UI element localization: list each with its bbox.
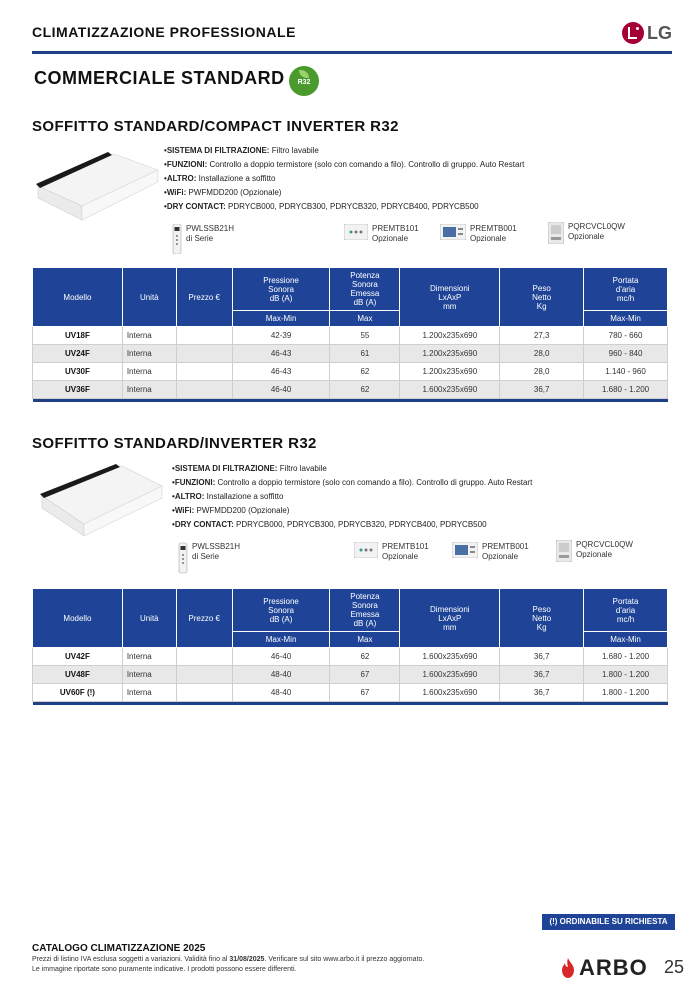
th-sub-potenza: Max	[330, 311, 400, 327]
th-sub-pressione: Max-Min	[232, 632, 330, 648]
th-portata: Portata d'aria mc/h	[584, 589, 668, 632]
th-modello: Modello	[33, 268, 123, 327]
th-pressione: Pressione Sonora dB (A)	[232, 268, 330, 311]
accessory-wired-remote-2: PREMTB001 Opzionale	[452, 542, 529, 562]
page-header	[32, 22, 672, 52]
accessory-remote-ir: PWLSSB21H di Serie	[172, 224, 234, 254]
touch-remote-icon	[548, 222, 564, 244]
r32-badge-label: R32	[297, 79, 311, 86]
wired-remote-icon	[344, 224, 368, 240]
spec-item: • FUNZIONI: Controllo a doppio termistore (solo con comando a filo). Controllo di gruppo. Auto Restart	[164, 158, 584, 172]
spec-item: • SISTEMA DI FILTRAZIONE: Filtro lavabile	[172, 462, 592, 476]
th-potenza: Potenza Sonora Emessa dB (A)	[330, 589, 400, 632]
accessory-wired-remote-1: PREMTB101 Opzionale	[344, 224, 419, 244]
spec-item: • WiFi: PWFMDD200 (Opzionale)	[172, 504, 592, 518]
wired-remote-display-icon	[452, 542, 478, 558]
header-rule	[32, 51, 672, 54]
on-request-badge: (!) ORDINABILE SU RICHIESTA	[542, 914, 675, 930]
spec-item: • ALTRO: Installazione a soffitto	[172, 490, 592, 504]
th-dimensioni: Dimensioni LxAxP mm	[400, 268, 500, 327]
th-dimensioni: Dimensioni LxAxP mm	[400, 589, 500, 648]
table-row: UV30F Interna 46-43 62 1.200x235x690 28,0 1.140 - 960	[33, 363, 668, 381]
th-sub-portata: Max-Min	[584, 311, 668, 327]
lg-logo	[622, 22, 672, 44]
page-number: 25	[664, 957, 685, 977]
th-prezzo: Prezzo €	[176, 589, 232, 648]
th-pressione: Pressione Sonora dB (A)	[232, 589, 330, 632]
accessory-remote-ir: PWLSSB21H di Serie	[178, 542, 240, 574]
th-potenza: Potenza Sonora Emessa dB (A)	[330, 268, 400, 311]
th-peso: Peso Netto Kg	[500, 268, 584, 327]
main-title: COMMERCIALE STANDARD	[34, 68, 285, 88]
accessory-wired-remote-3: PQRCVCL0QW Opzionale	[556, 540, 633, 562]
lg-logo-text: LG	[647, 22, 672, 43]
th-portata: Portata d'aria mc/h	[584, 268, 668, 311]
wired-remote-display-icon	[440, 224, 466, 240]
spec-table-compact	[32, 267, 668, 402]
ceiling-unit-image	[30, 148, 162, 228]
spec-item: • FUNZIONI: Controllo a doppio termistore (solo con comando a filo). Controllo di gruppo. Auto Restart	[172, 476, 592, 490]
table-row: UV60F (!) Interna 48-40 67 1.600x235x690 36,7 1.800 - 1.200	[33, 684, 668, 702]
footer-note-images: Le immagine riportate sono puramente indicative. I prodotti possono essere differenti.	[32, 966, 297, 973]
leaf-icon	[299, 70, 309, 78]
th-modello: Modello	[33, 589, 123, 648]
th-sub-pressione: Max-Min	[232, 311, 330, 327]
lg-logo-icon	[622, 22, 644, 44]
accessory-wired-remote-2: PREMTB001 Opzionale	[440, 224, 517, 244]
arbo-logo	[560, 955, 648, 981]
table-row: UV48F Interna 48-40 67 1.600x235x690 36,7 1.800 - 1.200	[33, 666, 668, 684]
accessory-wired-remote-3: PQRCVCL0QW Opzionale	[548, 222, 625, 244]
spec-item: • DRY CONTACT: PDRYCB000, PDRYCB300, PDRYCB320, PDRYCB400, PDRYCB500	[164, 200, 584, 214]
table-row: UV36F Interna 46-40 62 1.600x235x690 36,7 1.680 - 1.200	[33, 381, 668, 399]
header-title: CLIMATIZZAZIONE PROFESSIONALE	[32, 24, 296, 40]
table-end-rule	[33, 702, 668, 705]
arbo-logo-text: ARBO	[579, 955, 648, 980]
section-title-compact: SOFFITTO STANDARD/COMPACT INVERTER R32	[32, 118, 399, 135]
spec-item: • SISTEMA DI FILTRAZIONE: Filtro lavabile	[164, 144, 584, 158]
spec-item: • DRY CONTACT: PDRYCB000, PDRYCB300, PDRYCB320, PDRYCB400, PDRYCB500	[172, 518, 592, 532]
spec-item: • WiFi: PWFMDD200 (Opzionale)	[164, 186, 584, 200]
spec-list-compact	[164, 144, 584, 214]
table-row: UV42F Interna 46-40 62 1.600x235x690 36,7 1.680 - 1.200	[33, 648, 668, 666]
ir-remote-icon	[178, 542, 188, 574]
flame-icon	[560, 958, 576, 978]
ir-remote-icon	[172, 224, 182, 254]
touch-remote-icon	[556, 540, 572, 562]
th-sub-potenza: Max	[330, 632, 400, 648]
ceiling-unit-image-2	[34, 462, 166, 542]
th-unita: Unità	[122, 589, 176, 648]
table-end-rule	[33, 399, 668, 402]
table-row: UV18F Interna 42-39 55 1.200x235x690 27,3 780 - 660	[33, 327, 668, 345]
th-peso: Peso Netto Kg	[500, 589, 584, 648]
th-unita: Unità	[122, 268, 176, 327]
spec-item: • ALTRO: Installazione a soffitto	[164, 172, 584, 186]
wired-remote-icon	[354, 542, 378, 558]
table-row: UV24F Interna 46-43 61 1.200x235x690 28,0 960 - 840	[33, 345, 668, 363]
footer-note-prices: Prezzi di listino IVA esclusa soggetti a variazioni. Validità fino al 31/08/2025. Verificare sul sito www.arbo.it il prezzo aggiornato.	[32, 956, 425, 963]
th-prezzo: Prezzo €	[176, 268, 232, 327]
footer-title: CATALOGO CLIMATIZZAZIONE 2025	[32, 943, 206, 954]
spec-table-inverter	[32, 588, 668, 705]
section-title-inverter: SOFFITTO STANDARD/INVERTER R32	[32, 435, 317, 452]
th-sub-portata: Max-Min	[584, 632, 668, 648]
r32-badge	[289, 66, 319, 96]
spec-list-inverter	[172, 462, 592, 532]
accessory-wired-remote-1: PREMTB101 Opzionale	[354, 542, 429, 562]
